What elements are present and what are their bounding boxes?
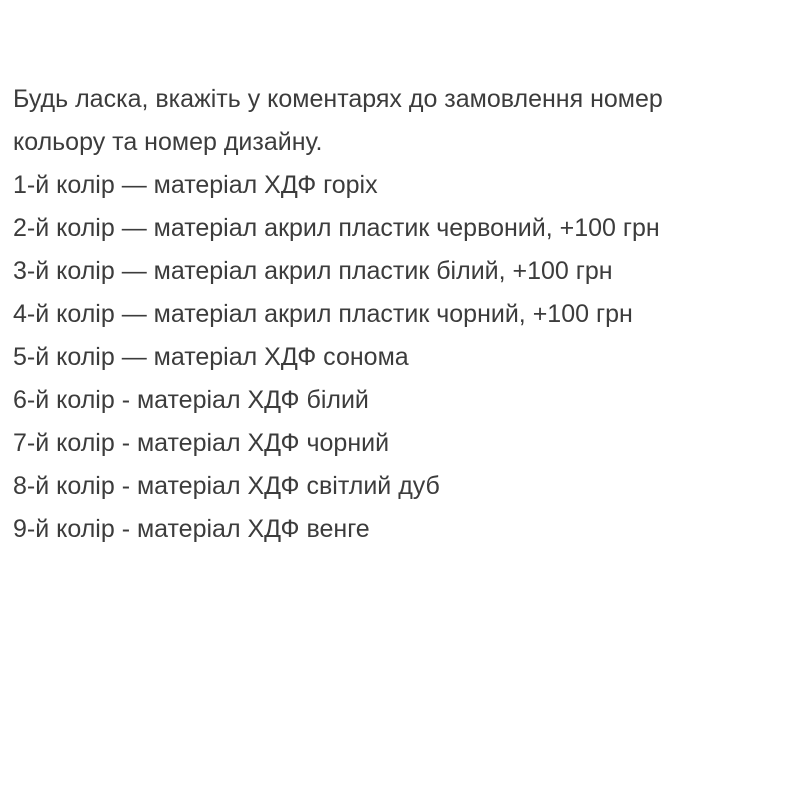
color-option-9: 9-й колір - матеріал ХДФ венге xyxy=(13,515,370,543)
color-options-text xyxy=(13,78,793,551)
color-option-5: 5-й колір — матеріал ХДФ сонома xyxy=(13,343,409,371)
color-option-3: 3-й колір — матеріал акрил пластик білий, +100 грн xyxy=(13,257,613,285)
color-option-8: 8-й колір - матеріал ХДФ світлий дуб xyxy=(13,472,440,500)
color-option-7: 7-й колір - матеріал ХДФ чорний xyxy=(13,429,390,457)
color-option-4: 4-й колір — матеріал акрил пластик чорний, +100 грн xyxy=(13,300,633,328)
color-option-2: 2-й колір — матеріал акрил пластик червоний, +100 грн xyxy=(13,214,660,242)
color-option-6: 6-й колір - матеріал ХДФ білий xyxy=(13,386,369,414)
intro-line-1: Будь ласка, вкажіть у коментарях до замовлення номер xyxy=(13,85,663,113)
color-option-1: 1-й колір — матеріал ХДФ горіх xyxy=(13,171,378,199)
intro-line-2: кольору та номер дизайну. xyxy=(13,128,323,156)
